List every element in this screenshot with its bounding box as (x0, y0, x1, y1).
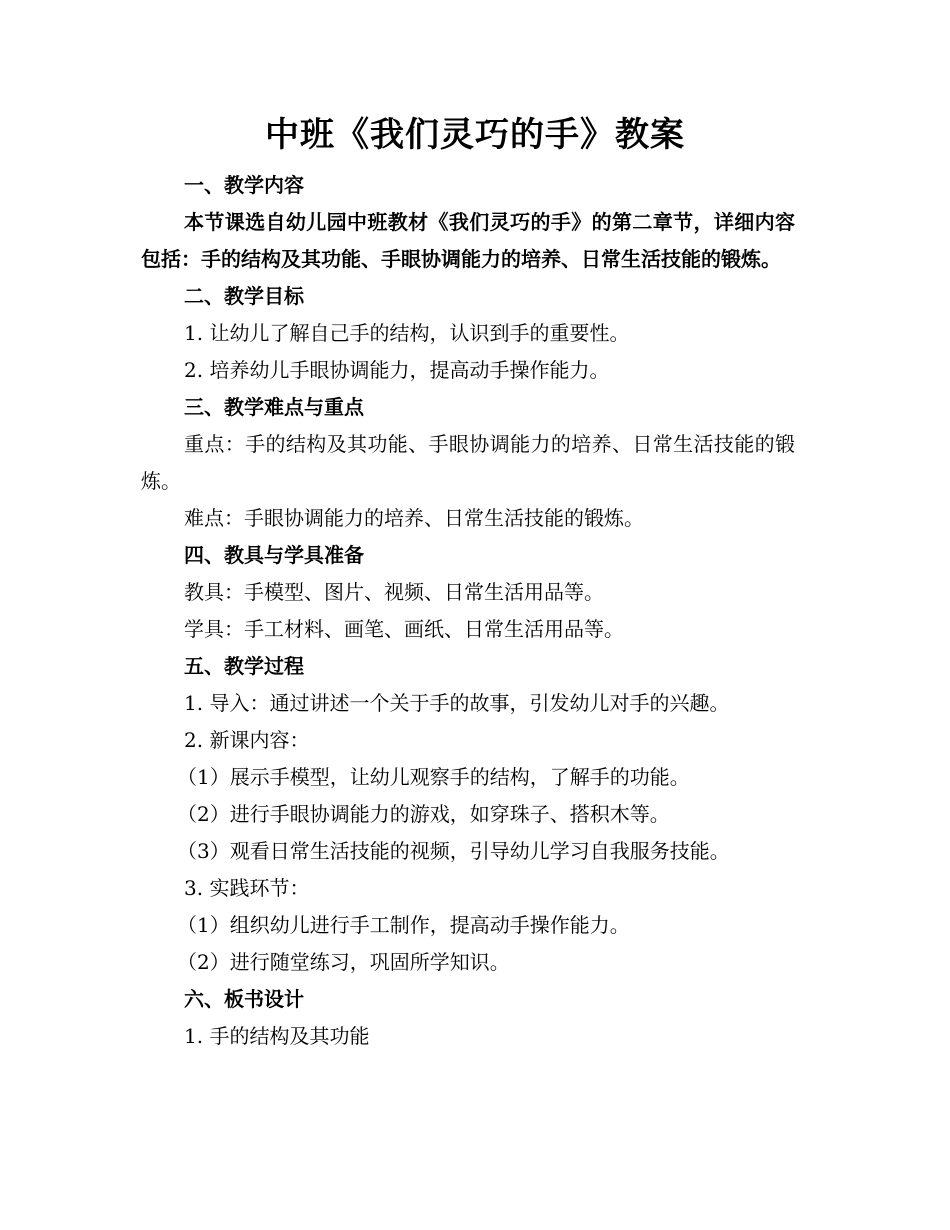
process-line: 2. 新课内容： (184, 728, 310, 752)
content-paragraph: 本节课选自幼儿园中班教材《我们灵巧的手》的第二章节，详细内容包括：手的结构及其功能、手眼协调能力的培养、日常生活技能的锻炼。 (141, 210, 795, 271)
process-subline: （1）展示手模型，让幼儿观察手的结构，了解手的功能。 (177, 765, 690, 789)
process-subline: （1）组织幼儿进行手工制作，提高动手操作能力。 (177, 913, 630, 937)
process-subline: （2）进行手眼协调能力的游戏，如穿珠子、搭积木等。 (177, 802, 670, 826)
teaching-aids-line: 教具：手模型、图片、视频、日常生活用品等。 (184, 580, 604, 604)
section-heading-content: 一、教学内容 (184, 173, 304, 197)
section-heading-process: 五、教学过程 (184, 654, 304, 678)
learning-aids-line: 学具：手工材料、画笔、画纸、日常生活用品等。 (184, 617, 624, 641)
board-design-item: 1. 手的结构及其功能 (184, 1024, 370, 1048)
section-heading-materials: 四、教具与学具准备 (184, 543, 364, 567)
objective-item: 2. 培养幼儿手眼协调能力，提高动手操作能力。 (184, 358, 610, 382)
section-heading-board-design: 六、板书设计 (184, 987, 304, 1011)
process-line: 3. 实践环节： (184, 876, 310, 900)
objective-item: 1. 让幼儿了解自己手的结构，认识到手的重要性。 (184, 321, 630, 345)
section-heading-key-points: 三、教学难点与重点 (184, 395, 364, 419)
process-subline: （2）进行随堂练习，巩固所学知识。 (177, 950, 510, 974)
key-point-paragraph: 重点：手的结构及其功能、手眼协调能力的培养、日常生活技能的锻炼。 (141, 432, 795, 493)
document-title: 中班《我们灵巧的手》教案 (265, 115, 685, 155)
process-subline: （3）观看日常生活技能的视频，引导幼儿学习自我服务技能。 (177, 839, 730, 863)
difficulty-paragraph: 难点：手眼协调能力的培养、日常生活技能的锻炼。 (184, 506, 644, 530)
section-heading-objectives: 二、教学目标 (184, 284, 304, 308)
document-body (141, 167, 795, 1055)
process-line: 1. 导入：通过讲述一个关于手的故事，引发幼儿对手的兴趣。 (184, 691, 730, 715)
